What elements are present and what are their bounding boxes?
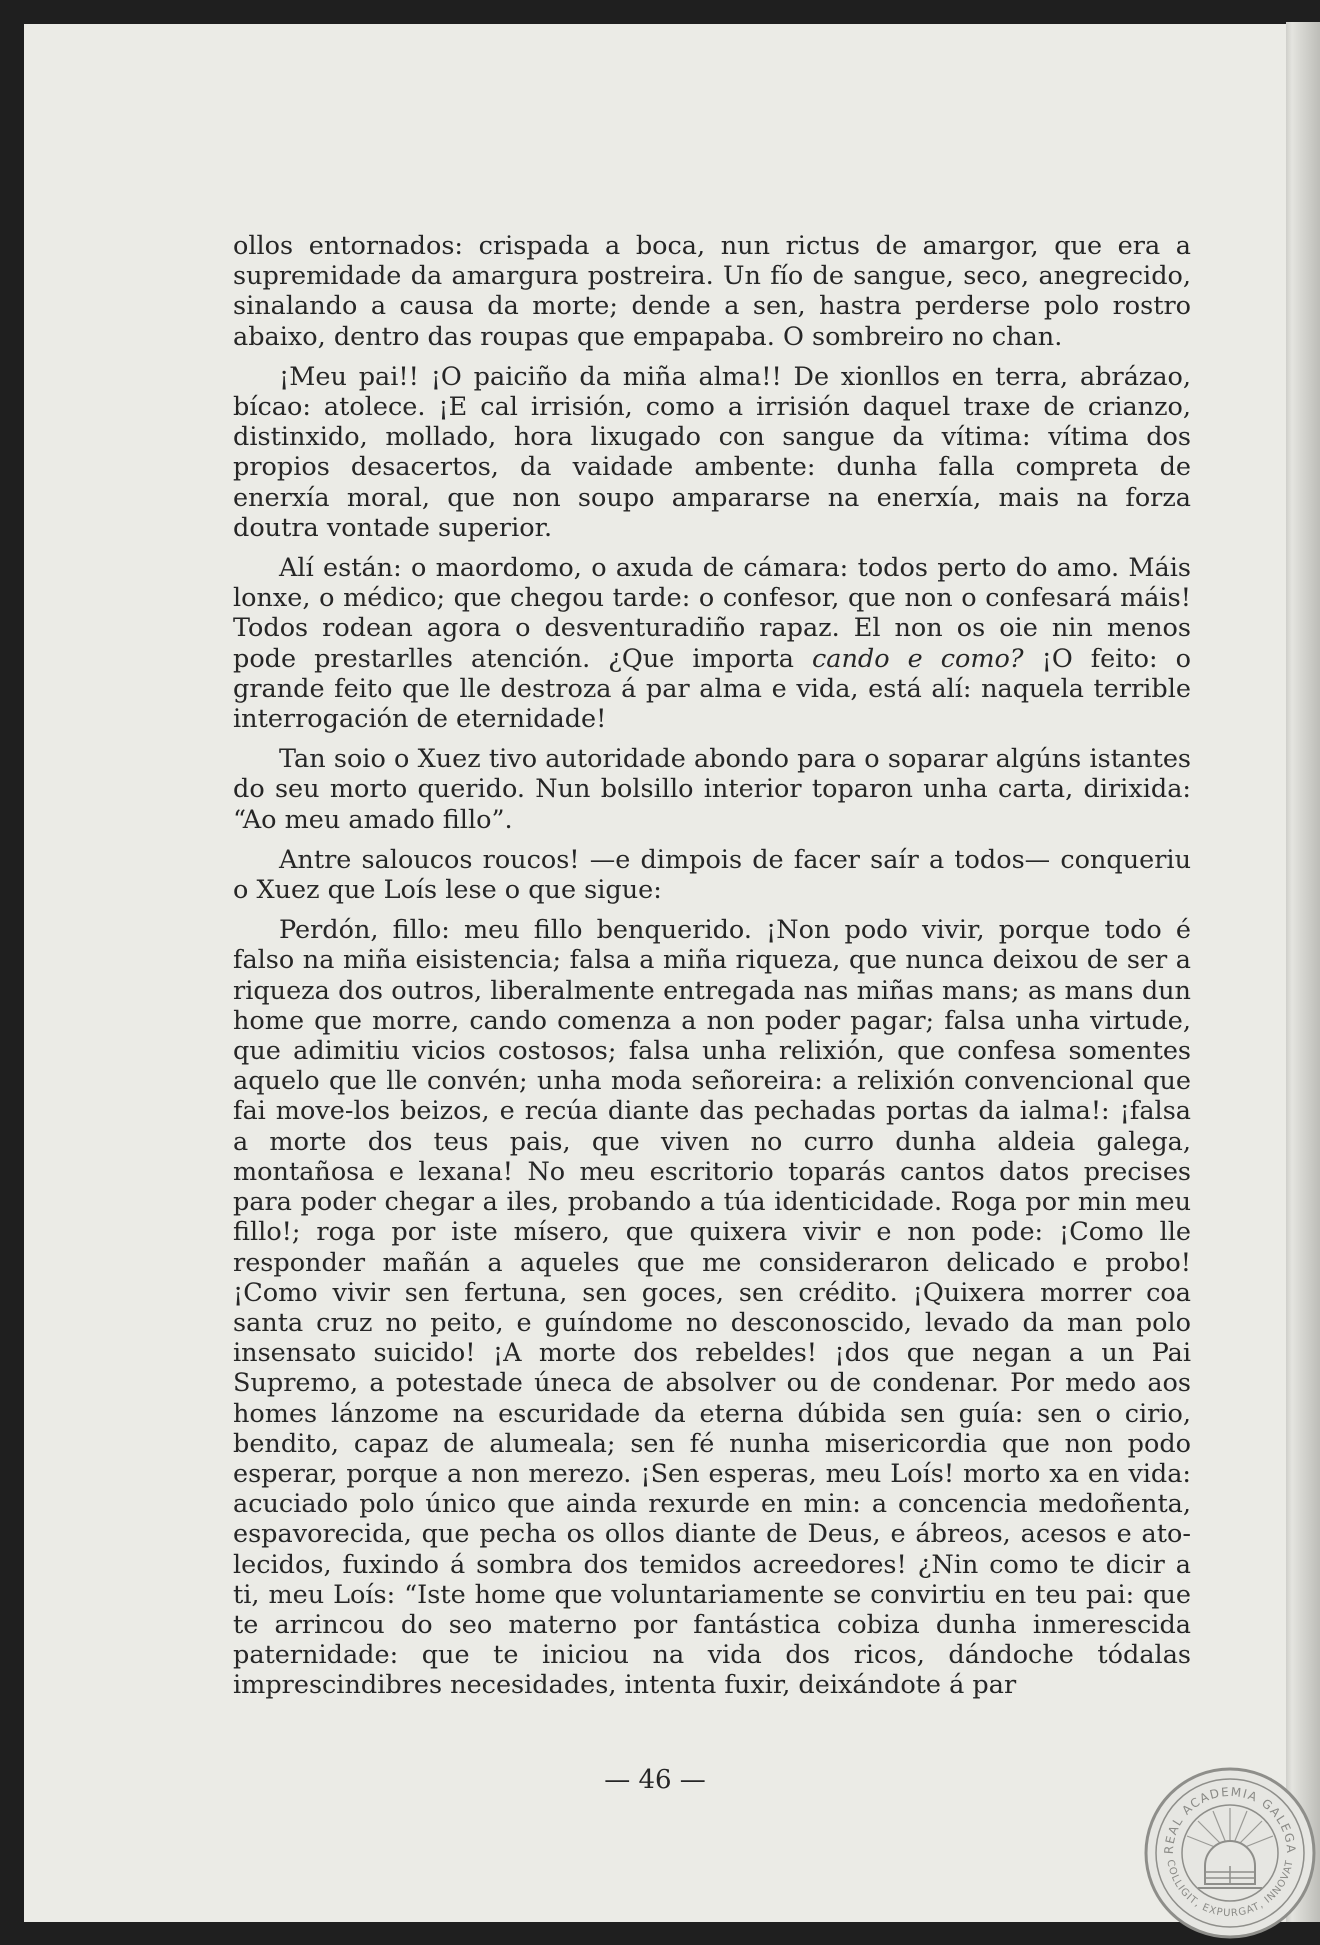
svg-text:REAL ACADEMIA GALEGA: REAL ACADEMIA GALEGA (1161, 1784, 1299, 1855)
paragraph: ollos entornados: crispada a boca, nun rictus de amargor, que era a supremidade da amargura postreira. Un fío de sangue, seco, anegrecido, sinalando a causa da morte; dende a sen, hastra perderse polo rostro abaixo, dentro das roupas que empapaba. O sombreiro no chan. (233, 231, 1191, 352)
page-number: — 46 — (604, 1765, 706, 1795)
book-page (24, 24, 1286, 1922)
paragraph: Tan soio o Xuez tivo autoridade abondo para o soparar algúns istantes do seu morto querido. Nun bolsillo interior toparon unha carta, dirixida: “Ao meu amado fillo”. (233, 744, 1191, 835)
paragraph-text: Alí están: o maordomo, o axuda de cámara: todos perto do amo. Máis lonxe, o médico; que chegou tarde: o confesor, que non o confesará máis! Todos rodean agora o desventuradiño rapaz. El non os oie nin menos pode prestarlles atención. ¿Que importa (233, 553, 1191, 674)
paragraph-text: ¡O feito: o grande feito que lle destroza á par alma e vida, está alí: naquela terrible interrogación de eternidade! (233, 643, 1191, 735)
paragraph (233, 553, 1191, 734)
paragraph: Antre saloucos roucos! —e dimpois de facer saír a todos— conqueriu o Xuez que Loís lese o que sigue: (233, 844, 1191, 906)
letter-text: Perdón, fillo: meu fillo benquerido. ¡Non podo vivir, porque todo é falso na miña eisistencia; falsa a miña riqueza, que nunca deixou de ser a riqueza dos outros, liberalmente entregada nas miñas mans; as mans dun home que morre, cando comenza a non poder pagar; falsa unha virtude, que adimitiu vicios costosos; falsa unha relixión, que confesa somentes aquelo que lle convén; unha moda señoreira: a relixión convencional que fai move-los beizos, e recúa diante das pechadas portas da ialma!: ¡falsa a morte dos teus pais, que viven no curro dunha aldeia galega, montañosa e lexana! No meu escritorio toparás cantos datos precises para poder chegar a iles, probando a túa identicidade. Roga por min meu fillo!; roga por iste mísero, que quixera vivir e non pode: ¡Como lle responder mañán a aqueles que me consideraron delicado e probo! ¡Como vivir sen fertuna, sen goces, sen crédito. ¡Quixera morrer coa santa cruz no peito, e guíndome no desconoscido, levado da man polo insensato suicido! ¡A morte dos rebeldes! ¡dos que negan a un Pai Supremo, a potestade úneca de absolver ou de condenar. Por medo aos homes lánzome na escuridade da eterna dúbida sen guía: sen o cirio, bendito, capaz de alumeala; sen fé nunha misericordia que non podo esperar, porque a non merezo. ¡Sen esperas, meu Loís! morto xa en vida: acuciado polo único que ainda rexurde en min: a concencia medoñenta, espavorecida, que pecha os ollos diante de Deus, e ábreos, acesos e atolecidos, fuxindo á sombra dos temidos acreedores! ¿Nin como te dicir a ti, meu Loís: “Iste home que voluntariamente se convirtiu en teu pai: que te arrincou do seo materno por fantástica cobiza dunha inmerescida paternidade: que te iniciou na vida dos ricos, dándoche tódalas imprescindibres necesidades, intenta fuxir, deixándote á par (233, 915, 1191, 1701)
body-text (233, 231, 1191, 1701)
paragraph: ¡Meu pai!! ¡O paiciño da miña alma!! De xionllos en terra, abrázao, bícao: atolece. ¡E cal irrisión, como a irrisión daquel traxe de crianzo, distinxido, mollado, hora lixugado con sangue da vítima: vítima dos propios desacertos, da vaidade ambente: dunha falla compreta de enerxía moral, que non soupo ampararse na enerxía, mais na forza doutra vontade superior. (233, 361, 1191, 543)
academy-seal-icon (1143, 1766, 1317, 1940)
italic-phrase: cando e como? (812, 643, 1024, 674)
svg-text:COLLIGIT, EXPURGAT, INNOVAT: COLLIGIT, EXPURGAT, INNOVAT (1164, 1858, 1296, 1920)
page-edge (1286, 22, 1320, 1922)
